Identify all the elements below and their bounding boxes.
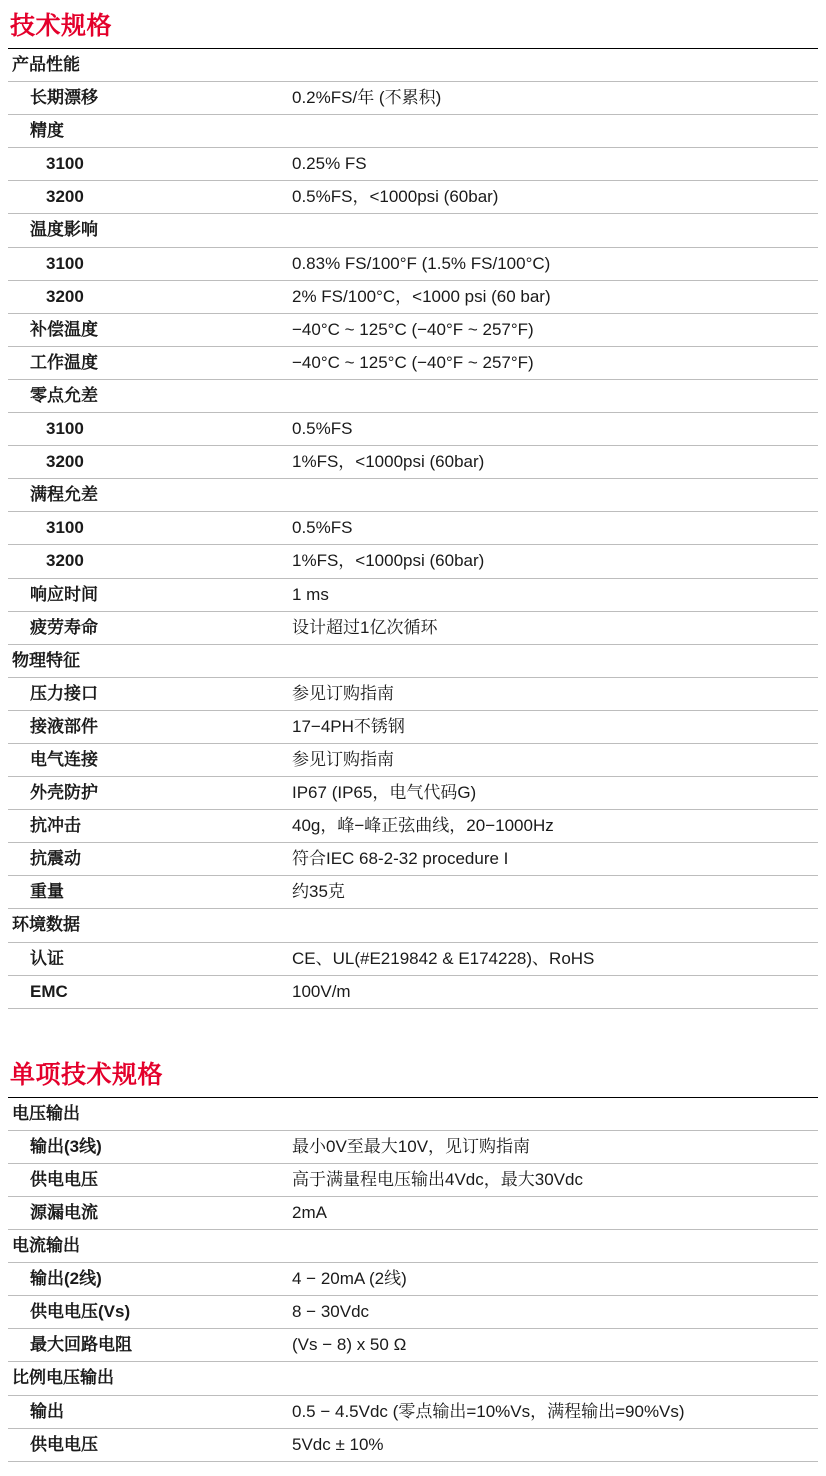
spec-group-label: 环境数据 <box>8 909 288 942</box>
table-row <box>8 181 818 214</box>
spec-label: 供电电压 <box>8 1428 288 1461</box>
table-row <box>8 611 818 644</box>
table-row <box>8 578 818 611</box>
spec-group-value <box>288 1362 818 1395</box>
table-row <box>8 1428 818 1461</box>
spec-label: 疲劳寿命 <box>8 611 288 644</box>
spec-value: 0.5%FS <box>288 512 818 545</box>
table-row <box>8 1296 818 1329</box>
spec-label: 长期漂移 <box>8 82 288 115</box>
spec-value: 4 − 20mA (2线) <box>288 1263 818 1296</box>
table-row <box>8 413 818 446</box>
section-title: 单项技术规格 <box>10 1060 164 1089</box>
table-row <box>8 1263 818 1296</box>
table-row <box>8 247 818 280</box>
spec-value: (Vs − 8) x 50 Ω <box>288 1329 818 1362</box>
table-row <box>8 214 818 247</box>
spec-group-value <box>288 49 818 82</box>
table-row <box>8 479 818 512</box>
spec-group-label: 电压输出 <box>8 1097 288 1130</box>
table-row <box>8 1395 818 1428</box>
spec-label: 最大回路电阻 <box>8 1329 288 1362</box>
table-row <box>8 810 818 843</box>
spec-group-label: 比例电压输出 <box>8 1362 288 1395</box>
table-row <box>8 1197 818 1230</box>
spec-value: 1 ms <box>288 578 818 611</box>
spec-group-header <box>8 644 818 677</box>
spec-value: 0.5%FS，<1000psi (60bar) <box>288 181 818 214</box>
table-row <box>8 148 818 181</box>
spec-label: 压力接口 <box>8 677 288 710</box>
spec-label: 3100 <box>8 413 288 446</box>
spec-label: 外壳防护 <box>8 777 288 810</box>
spec-value: 0.25% FS <box>288 148 818 181</box>
table-row <box>8 346 818 379</box>
spec-value <box>288 379 818 412</box>
spec-group-value <box>288 644 818 677</box>
spec-group-header <box>8 1362 818 1395</box>
spec-group-header <box>8 909 818 942</box>
spec-label: EMC <box>8 975 288 1008</box>
spec-label: 3100 <box>8 247 288 280</box>
spec-group-header <box>8 49 818 82</box>
spec-label: 3200 <box>8 545 288 578</box>
spec-table <box>8 48 818 1009</box>
spec-label: 响应时间 <box>8 578 288 611</box>
table-row <box>8 743 818 776</box>
table-row <box>8 777 818 810</box>
spec-value: 5Vdc ± 10% <box>288 1428 818 1461</box>
spec-value: 0.2%FS/年 (不累积) <box>288 82 818 115</box>
table-row <box>8 843 818 876</box>
table-row <box>8 942 818 975</box>
table-row <box>8 313 818 346</box>
table-row <box>8 545 818 578</box>
spec-value: 1%FS，<1000psi (60bar) <box>288 545 818 578</box>
table-row <box>8 512 818 545</box>
spec-label: 认证 <box>8 942 288 975</box>
spec-label: 温度影响 <box>8 214 288 247</box>
spec-label: 重量 <box>8 876 288 909</box>
spec-value <box>288 214 818 247</box>
spec-value: 8 − 30Vdc <box>288 1296 818 1329</box>
table-row <box>8 379 818 412</box>
spec-label: 零点允差 <box>8 379 288 412</box>
spec-label: 3200 <box>8 181 288 214</box>
spec-label: 接液部件 <box>8 710 288 743</box>
spec-label: 抗冲击 <box>8 810 288 843</box>
table-row <box>8 710 818 743</box>
spec-value: 17−4PH不锈钢 <box>288 710 818 743</box>
spec-label: 电气连接 <box>8 743 288 776</box>
spec-label: 精度 <box>8 115 288 148</box>
spec-value <box>288 115 818 148</box>
spec-value: 0.83% FS/100°F (1.5% FS/100°C) <box>288 247 818 280</box>
table-row <box>8 1163 818 1196</box>
spec-value: IP67 (IP65，电气代码G) <box>288 777 818 810</box>
section-title: 技术规格 <box>10 12 113 40</box>
spec-label: 输出 <box>8 1395 288 1428</box>
spec-value: 0.5%FS <box>288 413 818 446</box>
spec-table <box>8 1097 818 1462</box>
spec-sheet-page <box>0 6 826 1476</box>
sections-container <box>8 6 818 1462</box>
spec-group-label: 物理特征 <box>8 644 288 677</box>
spec-value: 1%FS，<1000psi (60bar) <box>288 446 818 479</box>
table-row <box>8 82 818 115</box>
spec-label: 3200 <box>8 446 288 479</box>
spec-value: 参见订购指南 <box>288 743 818 776</box>
spec-value: 0.5 − 4.5Vdc (零点输出=10%Vs，满程输出=90%Vs) <box>288 1395 818 1428</box>
spec-label: 补偿温度 <box>8 313 288 346</box>
spec-label: 工作温度 <box>8 346 288 379</box>
table-row <box>8 280 818 313</box>
table-row <box>8 1130 818 1163</box>
spec-group-label: 产品性能 <box>8 49 288 82</box>
spec-value: 参见订购指南 <box>288 677 818 710</box>
spec-value: 40g，峰−峰正弦曲线，20−1000Hz <box>288 810 818 843</box>
spec-value: 高于满量程电压输出4Vdc，最大30Vdc <box>288 1163 818 1196</box>
spec-group-value <box>288 909 818 942</box>
table-row <box>8 876 818 909</box>
spec-value: −40°C ~ 125°C (−40°F ~ 257°F) <box>288 346 818 379</box>
spec-value: 2mA <box>288 1197 818 1230</box>
spec-value: 符合IEC 68-2-32 procedure I <box>288 843 818 876</box>
spec-group-value <box>288 1097 818 1130</box>
spec-value <box>288 479 818 512</box>
spec-value: CE、UL(#E219842 & E174228)、RoHS <box>288 942 818 975</box>
spec-label: 输出(3线) <box>8 1130 288 1163</box>
spec-value: 100V/m <box>288 975 818 1008</box>
spec-label: 3100 <box>8 148 288 181</box>
table-row <box>8 677 818 710</box>
table-row <box>8 446 818 479</box>
spec-value: 设计超过1亿次循环 <box>288 611 818 644</box>
spec-group-header <box>8 1230 818 1263</box>
table-row <box>8 115 818 148</box>
spec-label: 源漏电流 <box>8 1197 288 1230</box>
spec-label: 输出(2线) <box>8 1263 288 1296</box>
spec-group-label: 电流输出 <box>8 1230 288 1263</box>
spec-label: 3100 <box>8 512 288 545</box>
spec-value: −40°C ~ 125°C (−40°F ~ 257°F) <box>288 313 818 346</box>
table-row <box>8 1329 818 1362</box>
spec-group-value <box>288 1230 818 1263</box>
spec-label: 3200 <box>8 280 288 313</box>
table-row <box>8 975 818 1008</box>
spec-value: 约35克 <box>288 876 818 909</box>
spec-label: 抗震动 <box>8 843 288 876</box>
spec-value: 2% FS/100°C，<1000 psi (60 bar) <box>288 280 818 313</box>
spec-value: 最小0V至最大10V，见订购指南 <box>288 1130 818 1163</box>
spec-label: 满程允差 <box>8 479 288 512</box>
spec-label: 供电电压 <box>8 1163 288 1196</box>
spec-group-header <box>8 1097 818 1130</box>
spec-label: 供电电压(Vs) <box>8 1296 288 1329</box>
